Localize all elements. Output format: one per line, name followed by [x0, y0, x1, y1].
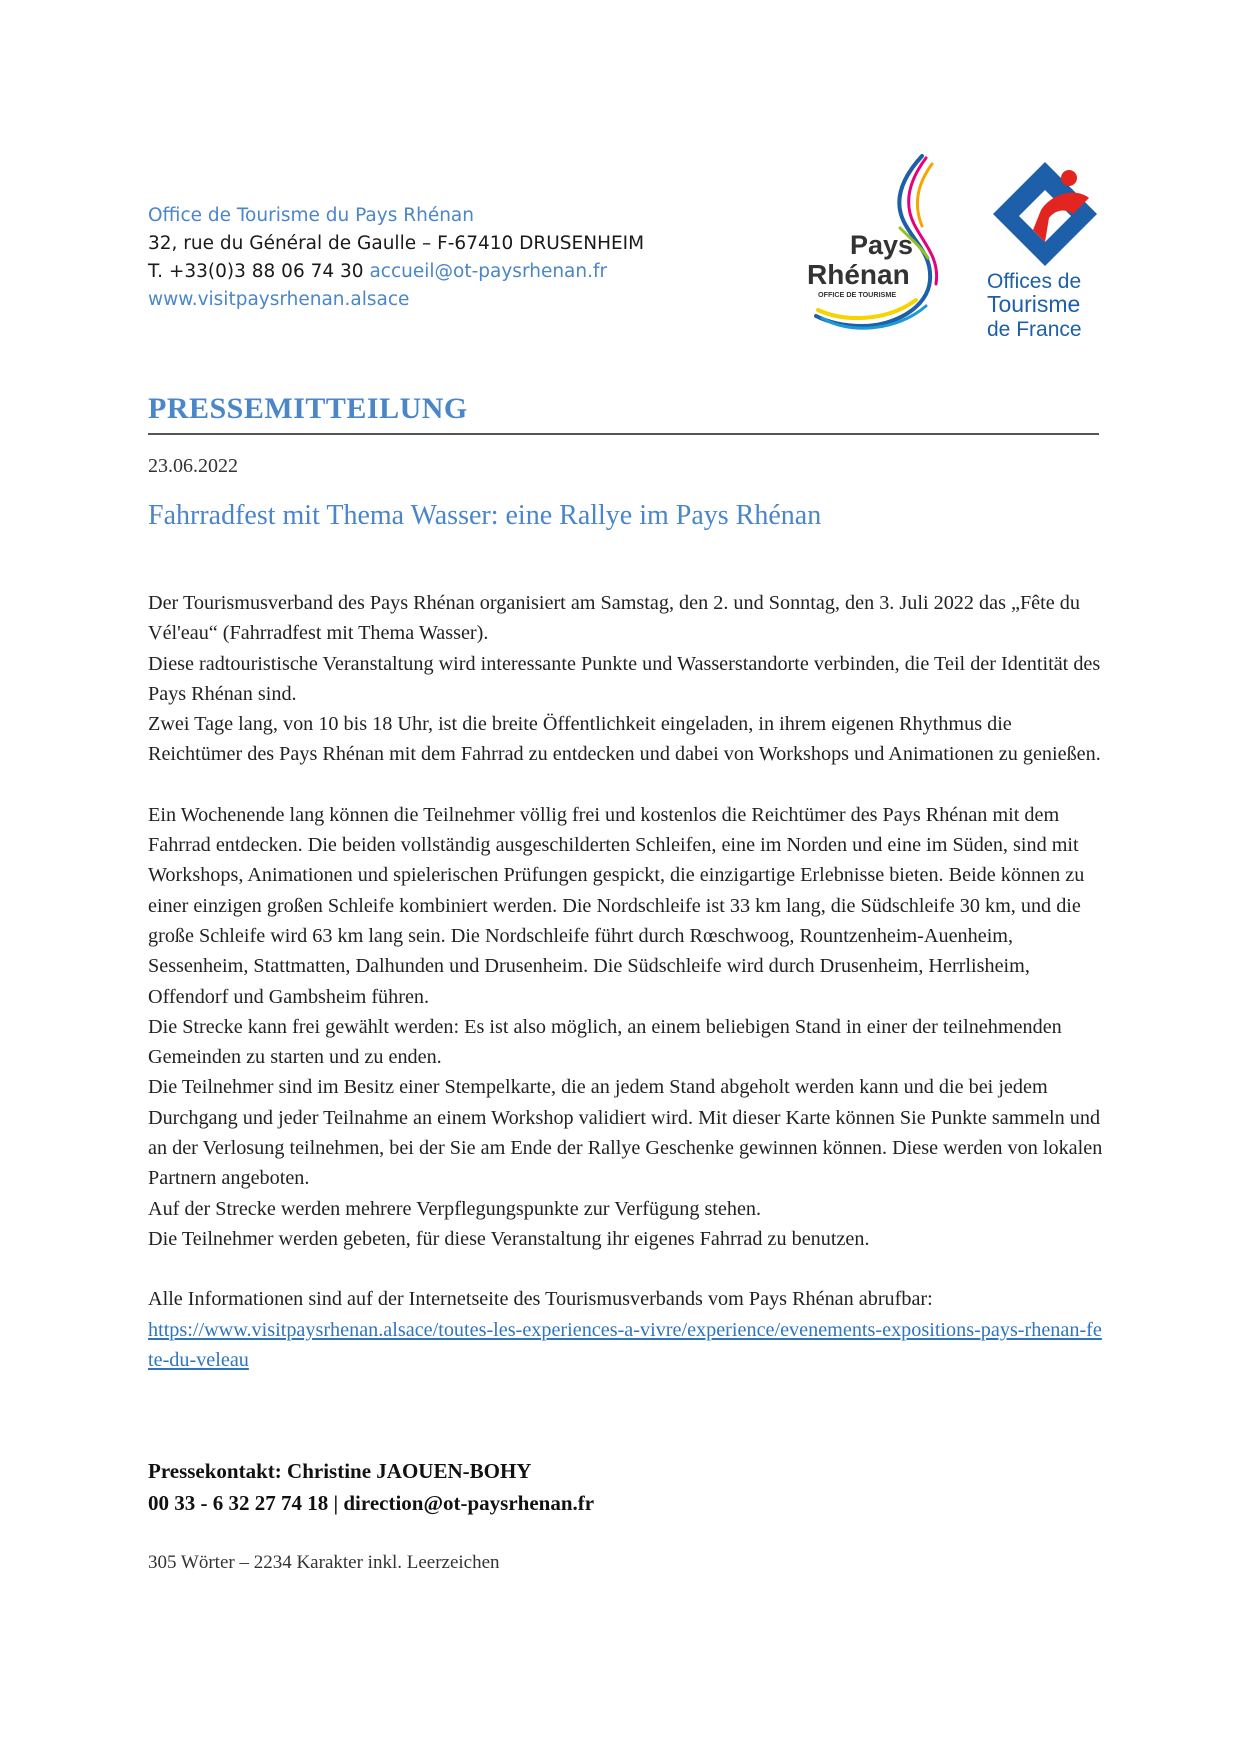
paragraph: Die Teilnehmer werden gebeten, für diese Veranstaltung ihr eigenes Fahrrad zu benutzen. — [148, 1227, 870, 1250]
press-contact — [148, 1455, 594, 1519]
paragraph: Auf der Strecke werden mehrere Verpflegungspunkte zur Verfügung stehen. — [148, 1197, 762, 1220]
paragraph: Zwei Tage lang, von 10 bis 18 Uhr, ist die breite Öffentlichkeit eingeladen, in ihrem eigenen Rhythmus die Reichtümer des Pays Rhénan mit dem Fahrrad zu entdecken und dabei von Workshops und Animationen zu genießen. — [148, 713, 1101, 766]
pays-logo-line2: Rhénan — [807, 259, 910, 290]
word-count: 305 Wörter – 2234 Karakter inkl. Leerzeichen — [148, 1552, 500, 1573]
otf-logo-line2: Tourisme — [987, 291, 1081, 317]
org-name: Office de Tourisme du Pays Rhénan — [148, 205, 474, 226]
pays-logo-line1: Pays — [850, 230, 914, 260]
offices-de-tourisme-logo — [985, 160, 1105, 342]
press-contact-name: Pressekontakt: Christine JAOUEN-BOHY — [148, 1459, 532, 1483]
paragraph: Die Strecke kann frei gewählt werden: Es ist also möglich, an einem beliebigen Stand in einer der teilnehmenden Gemeinden zu starten und zu enden. — [148, 1015, 1062, 1069]
title-divider — [148, 433, 1099, 435]
headline: Fahrradfest mit Thema Wasser: eine Rallye im Pays Rhénan — [148, 500, 822, 531]
body-text — [148, 588, 1103, 1375]
info-text: Alle Informationen sind auf der Internetseite des Tourismusverbands vom Pays Rhénan abrufbar: — [148, 1288, 933, 1311]
paragraph: Diese radtouristische Veranstaltung wird interessante Punkte und Wasserstandorte verbinden, die Teil der Identität des Pays Rhénan sind. — [148, 652, 1101, 705]
pays-rhenan-logo — [804, 150, 954, 345]
press-contact-details: 00 33 - 6 32 27 74 18 | direction@ot-paysrhenan.fr — [148, 1491, 595, 1515]
otf-logo-line1: Offices de — [987, 270, 1082, 293]
paragraph: Der Tourismusverband des Pays Rhénan organisiert am Samstag, den 2. und Sonntag, den 3. Juli 2022 das „Fête du Vél'eau“ (Fahrradfest mit Thema Wasser). — [148, 592, 1080, 645]
postal-address: 32, rue du Général de Gaulle – F-67410 DRUSENHEIM — [148, 233, 645, 254]
paragraph: Ein Wochenende lang können die Teilnehmer völlig frei und kostenlos die Reichtümer des Pays Rhénan mit dem Fahrrad entdecken. Die beiden vollständig ausgeschilderten Schleifen, eine im Norden und eine im Süden, sind mit Workshops, Animationen und spielerischen Prüfungen gespickt, die einzigartige Erlebnisse bieten. Beide können zu einer einzigen großen Schleife kombiniert werden. Die Nordschleife ist 33 km lang, die Südschleife 30 km, und die große Schleife wird 63 km lang sein. Die Nordschleife führt durch Rœschwoog, Rountzenheim-Auenheim, Sessenheim, Stattmatten, Dalhunden und Drusenheim. Die Südschleife wird durch Drusenheim, Herrlisheim, Offendorf und Gambsheim führen. — [148, 803, 1085, 1008]
paragraph-spacer — [148, 770, 1103, 800]
pays-logo-line3: OFFICE DE TOURISME — [818, 290, 897, 299]
sender-address-block — [148, 202, 644, 314]
contact-line — [148, 258, 644, 286]
otf-logo-line3: de France — [987, 318, 1082, 341]
paragraph: Die Teilnehmer sind im Besitz einer Stempelkarte, die an jedem Stand abgeholt werden kann und die bei jedem Durchgang und jeder Teilnahme an einem Workshop validiert wird. Mit dieser Karte können Sie Punkte sammeln und an der Verlosung teilnehmen, bei der Sie am Ende der Rallye Geschenke gewinnen können. Diese werden von lokalen Partnern angeboten. — [148, 1076, 1103, 1190]
info-url-link[interactable]: https://www.visitpaysrhenan.alsace/toutes-les-experiences-a-vivre/experience/evenements-expositions-pays-rhenan-fete-du-veleau — [148, 1318, 1102, 1371]
website-link[interactable]: www.visitpaysrhenan.alsace — [148, 289, 410, 310]
email-link[interactable]: accueil@ot-paysrhenan.fr — [369, 261, 608, 282]
document-title: PRESSEMITTEILUNG — [148, 392, 468, 425]
paragraph-spacer — [148, 1254, 1103, 1284]
release-date: 23.06.2022 — [148, 455, 238, 477]
phone-number: T. +33(0)3 88 06 74 30 — [148, 261, 364, 282]
